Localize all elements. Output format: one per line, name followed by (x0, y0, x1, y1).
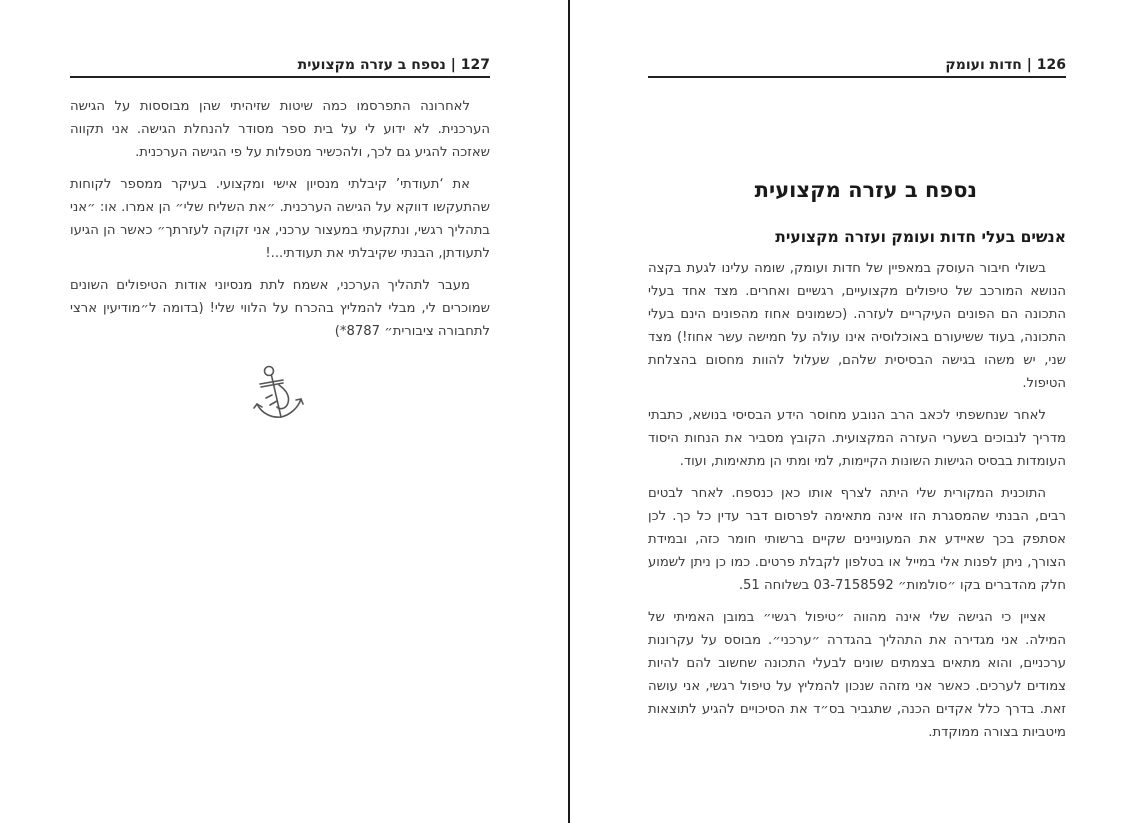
body-text-left (70, 95, 490, 352)
paragraph: מעבר לתהליך הערכני, אשמח לתת מנסיוני אודות הטיפולים השונים שמוכרים לי, מבלי להמליץ בהכרח על הלווי שלי! (בדומה ל״מודיעין ארצי לתחבורה ציבורית״ 8787*) (70, 278, 490, 339)
body-text-right (648, 257, 1066, 753)
header-title: נספח ב עזרה מקצועית (297, 57, 446, 73)
header-separator: | (1026, 57, 1032, 73)
page-number: 127 (460, 57, 490, 73)
header-separator: | (450, 57, 456, 73)
anchor-icon (250, 363, 308, 429)
running-header-right (648, 57, 1066, 78)
page-number: 126 (1036, 57, 1066, 73)
paragraph: אציין כי הגישה שלי אינה מהווה ״טיפול רגשי״ במובן האמיתי של המילה. אני מגדירה את התהליך בהגדרה ״ערכני״. מבוסס על עקרונות ערכניים, והוא מתאים בצמתים שונים לבעלי התכונה שחשוב להם להיות צמודים לערכים. כאשר אני מזהה שנכון להמליץ על טיפול רגשי, אני עושה זאת. בדרך כלל אקדים הכנה, שתגביר בס״ד את הסיכויים להגיע לתוצאות מיטביות בצורה ממוקדת. (648, 610, 1066, 740)
paragraph: לאחרונה התפרסמו כמה שיטות שזיהיתי שהן מבוססות על הגישה הערכנית. לא ידוע לי על בית ספר מסודר להנחלת הגישה. אני תקווה שאזכה להגיע גם לכך, ולהכשיר מטפלות על פי הגישה הערכנית. (70, 99, 490, 160)
paragraph: בשולי חיבור העוסק במאפיין של חדות ועומק, שומה עלינו לגעת בקצה הנושא המורכב של טיפולים מקצועיים, רגשיים ואחרים. מצד אחד בעלי התכונה הם הפונים העיקריים לעזרה. (כשמונים אחוז מהפונים הינם בעלי התכונה, בעוד ששיעורם באוכלוסיה אינו עולה על חמישה עשר אחוז!) מצד שני, יש משהו בגישה הבסיסית שלהם, שעלול להוות מחסום בהצלחת הטיפול. (648, 261, 1066, 391)
paragraph: התוכנית המקורית שלי היתה לצרף אותו כאן כנספח. לאחר לבטים רבים, הבנתי שהמסגרת הזו אינה מתאימה לפרסום דבר עדין כל כך. לכן אסתפק בכך שאיידע את המעוניינים שקיים ברשותי חומר כזה, ובמידת הצורך, ניתן לפנות אלי במייל או בטלפון לקבלת פרטים. כמו כן ניתן לשמוע חלק מהדברים בקו ״סולמות״ 03-7158592 בשלוחה 51. (648, 486, 1066, 593)
paragraph: לאחר שנחשפתי לכאב הרב הנובע מחוסר הידע הבסיסי בנושא, כתבתי מדריך לנבוכים בשערי העזרה המקצועית. הקובץ מסביר את הנחות היסוד העומדות בבסיס הגישות השונות הקיימות, למי ומתי הן מתאימות, ועוד. (648, 408, 1066, 469)
header-title: חדות ועומק (945, 57, 1022, 73)
chapter-title: נספח ב עזרה מקצועית (754, 178, 977, 202)
right-page (570, 0, 1130, 823)
paragraph: את ‘תעודתי’ קיבלתי מנסיון אישי ומקצועי. בעיקר ממספר לקוחות שהתעקשו דווקא על הגישה הערכנית. ״את השליח שלי״ הן אמרו. או: ״אני בתהליך רגשי, ונתקעתי במעצור ערכני, אני זקוקה לעזרתך״ כאשר הן הגיעו לתעודתן, הבנתי שקיבלתי את תעודתי...! (70, 177, 490, 261)
section-title: אנשים בעלי חדות ועומק ועזרה מקצועית (775, 228, 1066, 246)
running-header-left (70, 57, 490, 78)
